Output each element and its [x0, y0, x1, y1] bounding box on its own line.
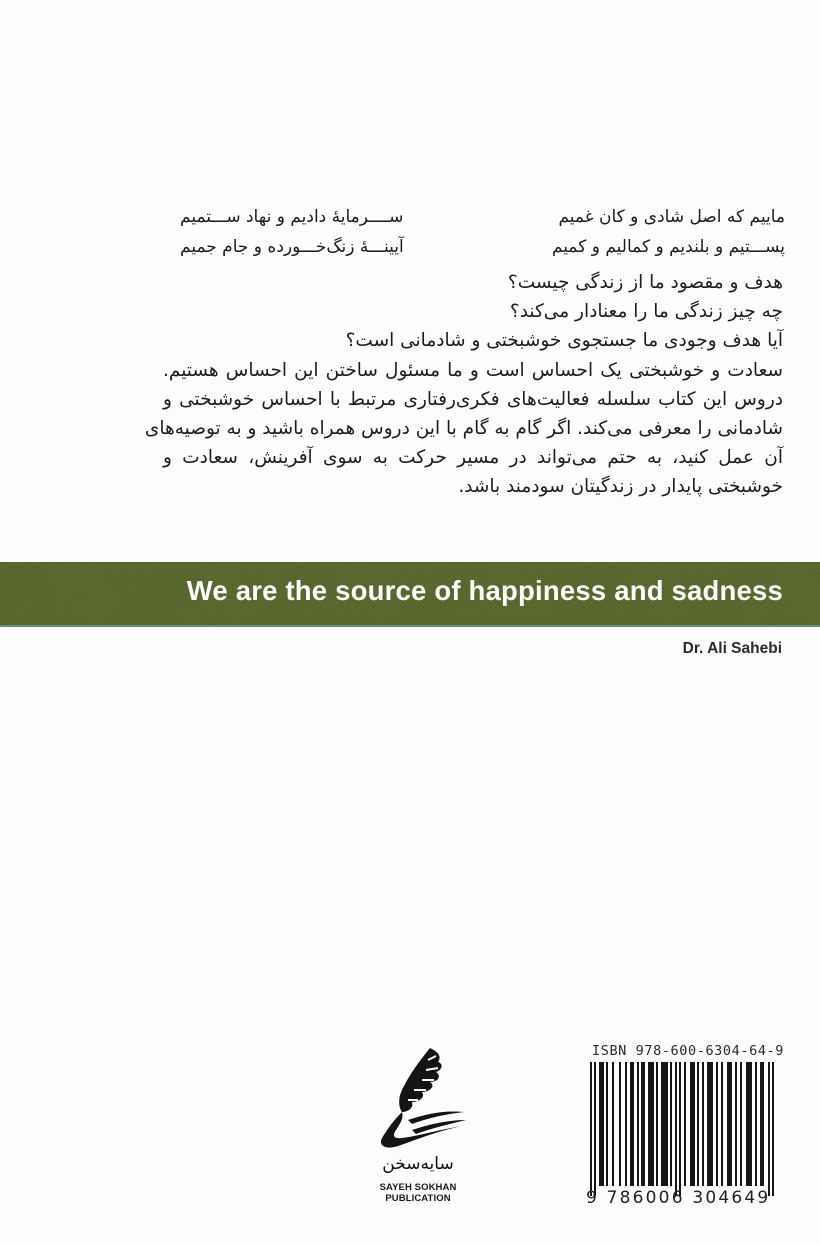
quill-feather-icon: [368, 1046, 468, 1156]
blurb-line: سعادت و خوشبختی یک احساس است و ما مسئول ساختن این احساس هستیم.: [163, 359, 783, 381]
barcode-bars-icon: [586, 1062, 778, 1196]
poem-hemistich-left: ســــرمایهٔ دادیم و نهاد ســـتمیم: [180, 207, 404, 227]
publisher-name-fa: سایه‌سخن: [382, 1154, 454, 1174]
blurb-line: دروس این کتاب سلسله فعالیت‌های فکری‌رفتاری مرتبط با احساس خوشبختی و: [163, 388, 783, 410]
publisher-subtitle-en: PUBLICATION: [385, 1193, 451, 1204]
publisher-logo: [368, 1046, 468, 1211]
poem-couplet-1: [170, 204, 790, 234]
english-title: We are the source of happiness and sadness: [186, 575, 783, 606]
blurb-line: چه چیز زندگی ما را معنادار می‌کند؟: [509, 301, 783, 323]
author-name: Dr. Ali Sahebi: [682, 640, 782, 657]
isbn-barcode: [586, 1043, 785, 1213]
poem: [170, 204, 790, 264]
isbn-label: ISBN 978-600-6304-64-9: [592, 1043, 785, 1059]
blurb-line: خوشبختی پایدار در زندگیتان سودمند باشد.: [458, 476, 783, 498]
poem-couplet-2: [170, 234, 790, 264]
barcode-digits: 9 786006 304649: [586, 1188, 771, 1208]
poem-hemistich-right: ماییم که اصل شادی و کان غمیم: [558, 207, 785, 227]
title-band: [0, 562, 820, 627]
poem-hemistich-left: آیینـــهٔ زنگ‌خـــورده و جام جمیم: [180, 237, 404, 257]
blurb-line: آن عمل کنید، به حتم می‌تواند در مسیر حرکت به سوی آفرینش، سعادت و: [163, 447, 783, 469]
poem-hemistich-right: پســـتیم و بلندیم و کمالیم و کمیم: [551, 237, 785, 257]
blurb-line: شادمانی را معرفی می‌کند. اگر گام به گام با این دروس همراه باشید و به توصیه‌های: [144, 418, 783, 440]
publisher-name-en: SAYEH SOKHAN: [379, 1182, 457, 1193]
blurb-line: آیا هدف وجودی ما جستجوی خوشبختی و شادمانی است؟: [345, 330, 783, 352]
blurb-paragraph: [144, 268, 783, 502]
blurb-line: هدف و مقصود ما از زندگی چیست؟: [507, 272, 783, 293]
